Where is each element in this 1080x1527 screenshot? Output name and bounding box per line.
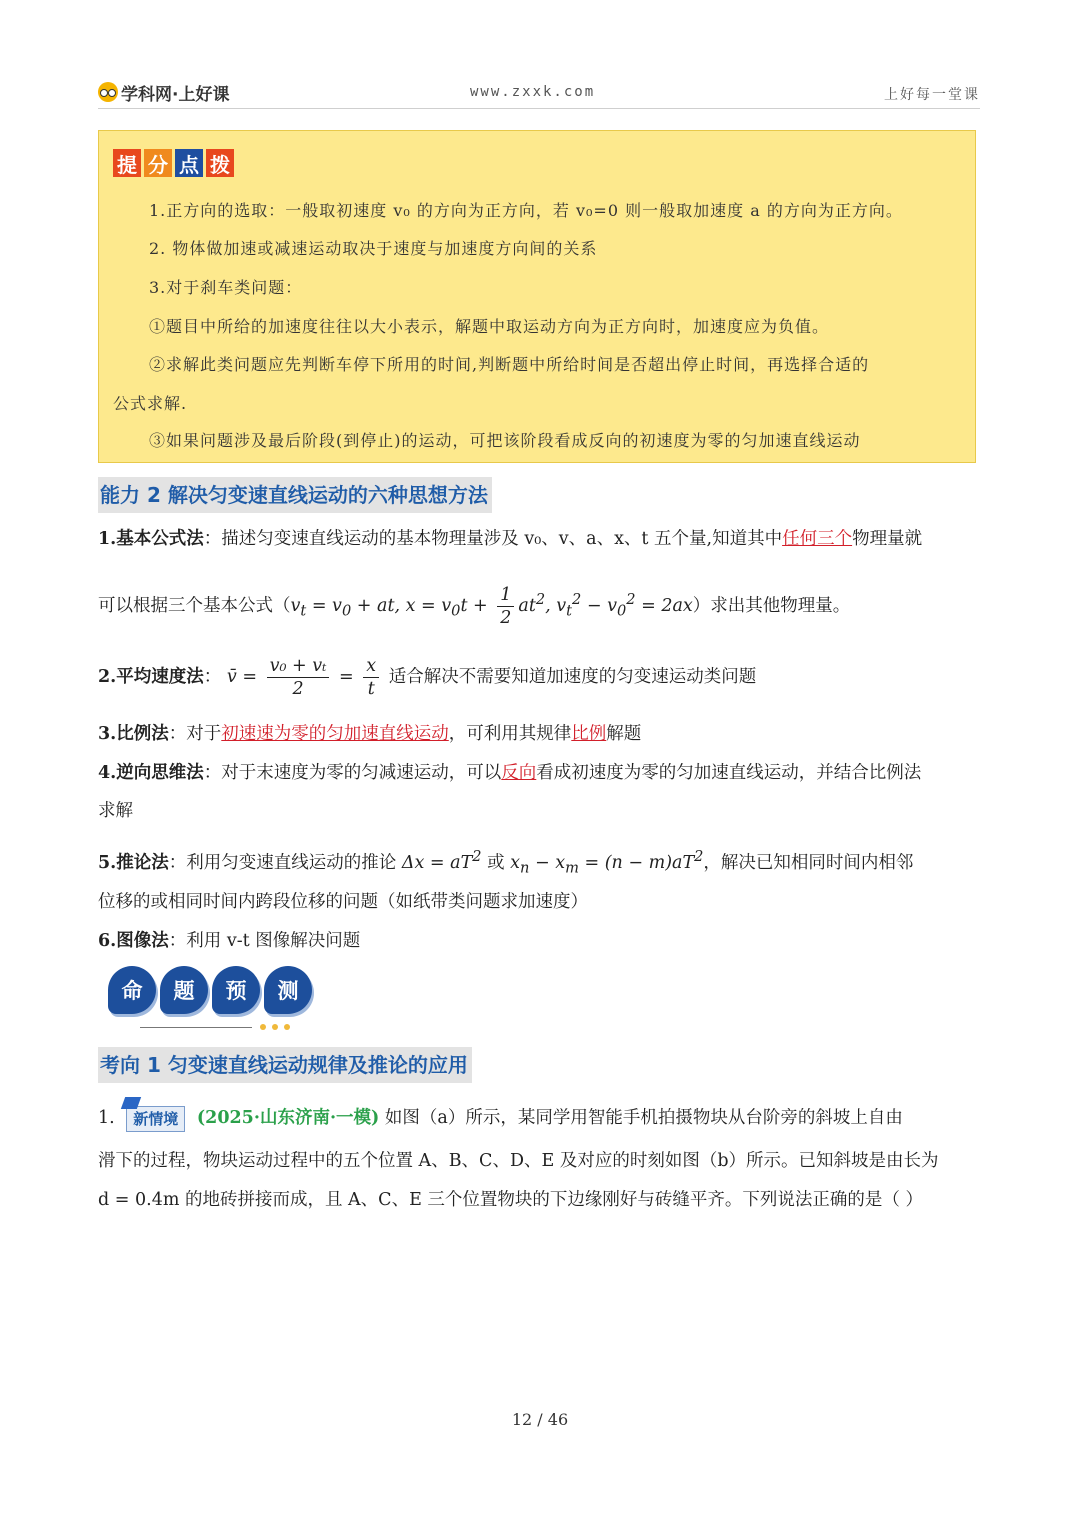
- highlight-text: 任何三个: [782, 529, 853, 549]
- method-ratio: 3.比例法：对于初速速为零的匀加速直线运动，可利用其规律比例解题: [98, 724, 642, 744]
- method-reverse: 4.逆向思维法：对于末速度为零的匀减速运动，可以反向看成初速度为零的匀加速直线运动，并结合比例法: [98, 763, 922, 783]
- highlight-text: 比例: [571, 724, 607, 744]
- question-line-3: d = 0.4m 的地砖拼接而成，且 A、C、E 三个位置物块的下边缘刚好与砖缝平齐。下列说法正确的是（ ）: [98, 1190, 923, 1210]
- tip-line: 公式求解.: [113, 394, 188, 413]
- prediction-char: 题: [160, 966, 208, 1014]
- question-source: (2025·山东济南·一模): [196, 1108, 380, 1128]
- method-label: 1.基本公式法: [98, 529, 204, 549]
- new-context-badge: 新情境: [126, 1106, 185, 1132]
- tip-title: [113, 149, 234, 177]
- fraction: $\frac{x}{t}$: [363, 655, 379, 700]
- divider: [140, 1027, 252, 1028]
- method-text: 可以根据三个基本公式（: [98, 595, 291, 616]
- ability-heading: 能力 2 解决匀变速直线运动的六种思想方法: [98, 477, 492, 513]
- question-text: 如图（a）所示，某同学用智能手机拍摄物块从台阶旁的斜坡上自由: [379, 1108, 903, 1128]
- decorative-dots: [260, 1024, 290, 1030]
- tip-title-char: 分: [144, 149, 172, 177]
- method-text: 适合解决不需要知道加速度的匀变速运动类问题: [388, 667, 757, 687]
- formula: $at^2$, $v_t^2 - v_0^2 = 2ax$: [518, 591, 693, 620]
- tip-title-char: 点: [175, 149, 203, 177]
- tip-line: ①题目中所给的加速度往往以大小表示，解题中取运动方向为正方向时，加速度应为负值。: [149, 317, 830, 336]
- prediction-char: 测: [264, 966, 312, 1014]
- highlight-text: 反向: [501, 763, 537, 783]
- question-line-2: 滑下的过程，物块运动过程中的五个位置 A、B、C、D、E 及对应的时刻如图（b）所示。已知斜坡是由长为: [98, 1151, 939, 1171]
- prediction-char: 预: [212, 966, 260, 1014]
- tip-line: 2. 物体做加速或减速运动取决于速度与加速度方向间的关系: [149, 239, 598, 258]
- method-basic-formula-line2: [98, 575, 982, 636]
- method-label: 6.图像法: [98, 931, 169, 951]
- tip-title-char: 拨: [206, 149, 234, 177]
- method-average-velocity: 2.平均速度法： v̄ = $\frac{\text{v₀ + vₜ}}{2}$ = $\frac{x}{t}$ 适合解决不需要知道加速度的匀变速运动类问题: [98, 656, 757, 699]
- fraction: $\frac{\text{v₀ + vₜ}}{2}$: [267, 655, 330, 700]
- method-text: 物理量就: [852, 529, 923, 549]
- tip-line: 1.正方向的选取：一般取初速度 v₀ 的方向为正方向，若 v₀=0 则一般取加速度 a 的方向为正方向。: [149, 201, 903, 220]
- method-label: 3.比例法: [98, 724, 169, 744]
- owl-logo-icon: [98, 82, 118, 102]
- method-label: 2.平均速度法: [98, 667, 204, 687]
- flag-icon: [121, 1097, 141, 1109]
- question-number: 1.: [98, 1108, 115, 1128]
- method-reverse-line2: 求解: [98, 801, 133, 821]
- page-header: [98, 78, 980, 109]
- method-inference-line2: 位移的或相同时间内跨段位移的问题（如纸带类问题求加速度）: [98, 892, 588, 912]
- method-text: ：描述匀变速直线运动的基本物理量涉及 v₀、v、a、x、t 五个量,知道其中: [203, 529, 783, 549]
- tip-line: ③如果问题涉及最后阶段(到停止)的运动，可把该阶段看成反向的初速度为零的匀加速直线运动: [149, 431, 861, 450]
- tip-box: [98, 130, 976, 463]
- method-text: ）求出其他物理量。: [692, 595, 851, 616]
- kaoxiang-heading: 考向 1 匀变速直线运动规律及推论的应用: [98, 1047, 472, 1083]
- method-label: 4.逆向思维法: [98, 763, 204, 783]
- prediction-banner: [108, 966, 312, 1014]
- logo-text: 学科网·上好课: [121, 84, 230, 105]
- formula: $x_n - x_m = (n - m)aT^2$: [510, 848, 704, 877]
- formula: v̄: [226, 667, 237, 687]
- site-url: www.zxxk.com: [470, 84, 596, 100]
- method-basic-formula: [98, 527, 982, 551]
- tip-title-char: 提: [113, 149, 141, 177]
- question-line-1: [98, 1103, 982, 1133]
- page-number: 12 / 46: [511, 1410, 569, 1429]
- method-label: 5.推论法: [98, 852, 169, 873]
- tip-line: ②求解此类问题应先判断车停下所用的时间,判断题中所给时间是否超出停止时间，再选择合适的: [149, 355, 870, 374]
- method-graph: 6.图像法：利用 v-t 图像解决问题: [98, 931, 361, 951]
- fraction: $\frac{1}{2}$: [497, 584, 514, 629]
- formula: $\Delta x = aT^2$: [401, 848, 482, 873]
- method-inference: 5.推论法：利用匀变速直线运动的推论 $\Delta x = aT^2$ 或 $x_n - x_m = (n - m)aT^2$，解决已知相同时间内相邻: [98, 848, 914, 877]
- formula: $v_t = v_0$ + at, $x = v_0t$ +: [290, 595, 494, 620]
- highlight-text: 初速速为零的匀加速直线运动: [221, 724, 449, 744]
- header-slogan: 上好每一堂课: [884, 87, 980, 103]
- tip-line: 3.对于刹车类问题：: [149, 278, 303, 297]
- site-logo: [98, 80, 229, 104]
- prediction-char: 命: [108, 966, 156, 1014]
